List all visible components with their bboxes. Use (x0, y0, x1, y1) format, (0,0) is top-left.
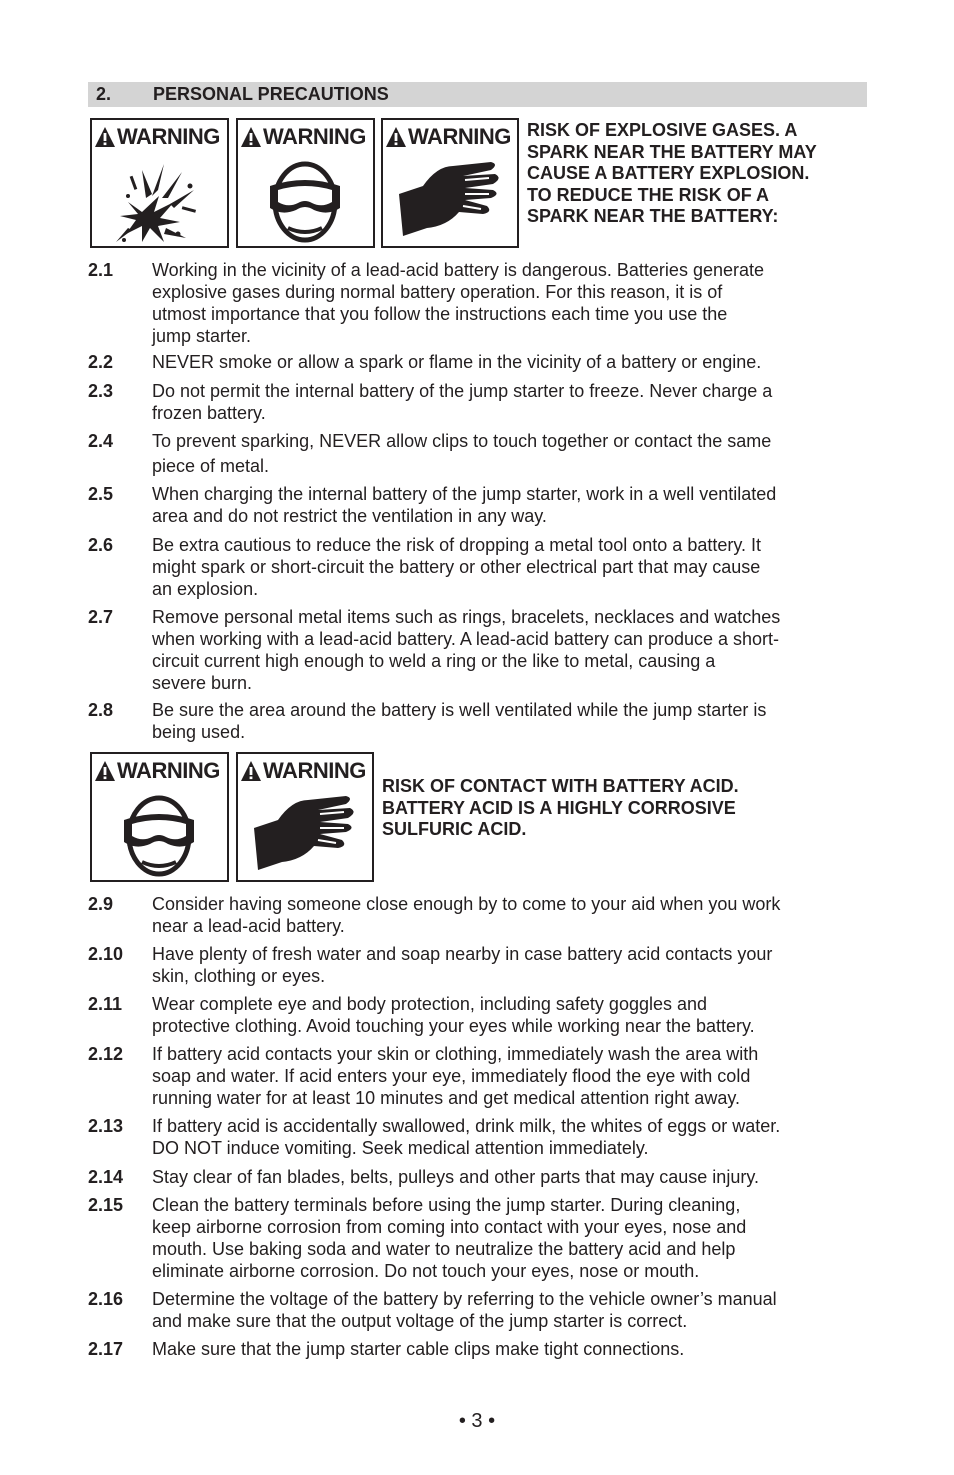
text-line: Do not permit the internal battery of the jump starter to freeze. Never charge a (152, 381, 773, 401)
item-text (152, 259, 872, 347)
warning-header (385, 123, 515, 151)
item-text (152, 430, 872, 477)
text-line: might spark or short-circuit the battery or other electrical part that may cause (152, 557, 761, 577)
warning-header (94, 757, 224, 785)
item-number: 2.8 (88, 700, 114, 720)
warning-box-goggles (90, 752, 229, 882)
warning-label: WARNING (117, 758, 220, 783)
alert-triangle-icon (385, 126, 407, 148)
warning-label: WARNING (117, 124, 220, 149)
warning-label: WARNING (263, 758, 366, 783)
item-text (152, 1166, 872, 1188)
item-number: 2.7 (88, 607, 114, 627)
alert-triangle-icon (240, 126, 262, 148)
item-text (152, 534, 872, 600)
warning-header (240, 757, 370, 785)
text-line: running water for at least 10 minutes and get medical attention right away. (152, 1088, 740, 1108)
text-line: Working in the vicinity of a lead-acid battery is dangerous. Batteries generate (152, 260, 764, 280)
item-number: 2.5 (88, 484, 114, 504)
text-line: To prevent sparking, NEVER allow clips to touch together or contact the same (152, 431, 772, 451)
item-number: 2.16 (88, 1289, 124, 1309)
text-line: NEVER smoke or allow a spark or flame in the vicinity of a battery or engine. (152, 352, 762, 372)
text-line: Be extra cautious to reduce the risk of dropping a metal tool onto a battery. It (152, 535, 762, 555)
safety-goggles-icon (102, 790, 216, 878)
text-line: explosive gases during normal battery operation. For this reason, it is of (152, 282, 723, 302)
text-line: Make sure that the jump starter cable clips make tight connections. (152, 1339, 685, 1359)
item-number: 2.15 (88, 1195, 124, 1215)
item-text (152, 1043, 872, 1109)
text-line: severe burn. (152, 673, 253, 693)
item-text (152, 699, 872, 743)
callout-line: RISK OF EXPLOSIVE GASES. A (527, 120, 798, 140)
warning-box-explosion (90, 118, 229, 248)
text-line: If battery acid contacts your skin or clothing, immediately wash the area with (152, 1044, 759, 1064)
glove-icon (393, 156, 507, 244)
callout-line: BATTERY ACID IS A HIGHLY CORROSIVE (382, 797, 736, 818)
safety-goggles-icon (248, 156, 362, 244)
text-line: circuit current high enough to weld a ring or the like to metal, causing a (152, 651, 716, 671)
item-number: 2.12 (88, 1044, 124, 1064)
callout-line: SPARK NEAR THE BATTERY MAY (527, 141, 817, 162)
text-line: and make sure that the output voltage of the jump starter is correct. (152, 1311, 688, 1331)
explosive-gas-callout (527, 120, 867, 228)
item-text (152, 483, 872, 527)
alert-triangle-icon (240, 760, 262, 782)
callout-line: SULFURIC ACID. (382, 819, 527, 839)
text-line: Wear complete eye and body protection, including safety goggles and (152, 994, 708, 1014)
text-line: eliminate airborne corrosion. Do not touch your eyes, nose or mouth. (152, 1261, 700, 1281)
item-number: 2.9 (88, 894, 114, 914)
alert-triangle-icon (94, 126, 116, 148)
warning-label: WARNING (263, 124, 366, 149)
warning-label: WARNING (408, 124, 511, 149)
text-line: piece of metal. (152, 456, 270, 476)
callout-line: TO REDUCE THE RISK OF A (527, 184, 770, 205)
text-line: mouth. Use baking soda and water to neutralize the battery acid and help (152, 1239, 736, 1259)
item-number: 2.6 (88, 535, 114, 555)
text-line: Have plenty of fresh water and soap nearby in case battery acid contacts your (152, 944, 773, 964)
text-line: near a lead-acid battery. (152, 916, 345, 936)
text-line: jump starter. (152, 326, 252, 346)
section-header (88, 82, 867, 107)
text-line: being used. (152, 722, 246, 742)
text-line: an explosion. (152, 579, 259, 599)
item-text (152, 1288, 872, 1332)
item-number: 2.11 (88, 994, 123, 1014)
item-text (152, 893, 872, 937)
warning-header (94, 123, 224, 151)
callout-line: CAUSE A BATTERY EXPLOSION. (527, 163, 810, 183)
item-text (152, 1338, 872, 1360)
item-text (152, 993, 872, 1037)
text-line: skin, clothing or eyes. (152, 966, 326, 986)
text-line: Consider having someone close enough by to come to your aid when you work (152, 894, 781, 914)
text-line: area and do not restrict the ventilation in any way. (152, 506, 547, 526)
warning-box-glove (236, 752, 374, 882)
section-title: PERSONAL PRECAUTIONS (153, 84, 389, 104)
section-number: 2. (96, 84, 112, 104)
text-line: protective clothing. Avoid touching your eyes while working near the battery. (152, 1016, 755, 1036)
text-line: If battery acid is accidentally swallowed, drink milk, the whites of eggs or water. (152, 1116, 781, 1136)
text-line: utmost importance that you follow the instructions each time you use the (152, 304, 728, 324)
page-number: • 3 • (458, 1410, 496, 1432)
text-line: Determine the voltage of the battery by referring to the vehicle owner’s manual (152, 1289, 777, 1309)
text-line: frozen battery. (152, 403, 266, 423)
text-line: Remove personal metal items such as rings, bracelets, necklaces and watches (152, 607, 781, 627)
text-line: soap and water. If acid enters your eye, immediately flood the eye with cold (152, 1066, 751, 1086)
item-number: 2.4 (88, 431, 114, 451)
warning-box-glove (381, 118, 519, 248)
text-line: DO NOT induce vomiting. Seek medical attention immediately. (152, 1138, 649, 1158)
item-number: 2.13 (88, 1116, 124, 1136)
item-text (152, 1115, 872, 1159)
glove-icon (248, 790, 362, 878)
item-number: 2.3 (88, 381, 114, 401)
alert-triangle-icon (94, 760, 116, 782)
text-line: when working with a lead-acid battery. A lead-acid battery can produce a short- (152, 629, 780, 649)
item-text (152, 351, 872, 373)
callout-line: SPARK NEAR THE BATTERY: (527, 206, 779, 226)
item-text (152, 1194, 872, 1282)
item-number: 2.2 (88, 352, 114, 372)
explosion-icon (102, 156, 216, 244)
text-line: Stay clear of fan blades, belts, pulleys and other parts that may cause injury. (152, 1167, 759, 1187)
text-line: Clean the battery terminals before using the jump starter. During cleaning, (152, 1195, 741, 1215)
text-line: When charging the internal battery of the jump starter, work in a well ventilated (152, 484, 777, 504)
battery-acid-callout (382, 776, 862, 841)
text-line: keep airborne corrosion from coming into contact with your eyes, nose and (152, 1217, 747, 1237)
item-number: 2.1 (88, 260, 114, 280)
item-number: 2.17 (88, 1339, 124, 1359)
text-line: Be sure the area around the battery is well ventilated while the jump starter is (152, 700, 767, 720)
item-number: 2.14 (88, 1167, 124, 1187)
warning-header (240, 123, 370, 151)
callout-line: RISK OF CONTACT WITH BATTERY ACID. (382, 776, 739, 796)
item-text (152, 943, 872, 987)
item-text (152, 380, 872, 424)
item-text (152, 606, 872, 694)
warning-box-goggles (236, 118, 375, 248)
item-number: 2.10 (88, 944, 124, 964)
